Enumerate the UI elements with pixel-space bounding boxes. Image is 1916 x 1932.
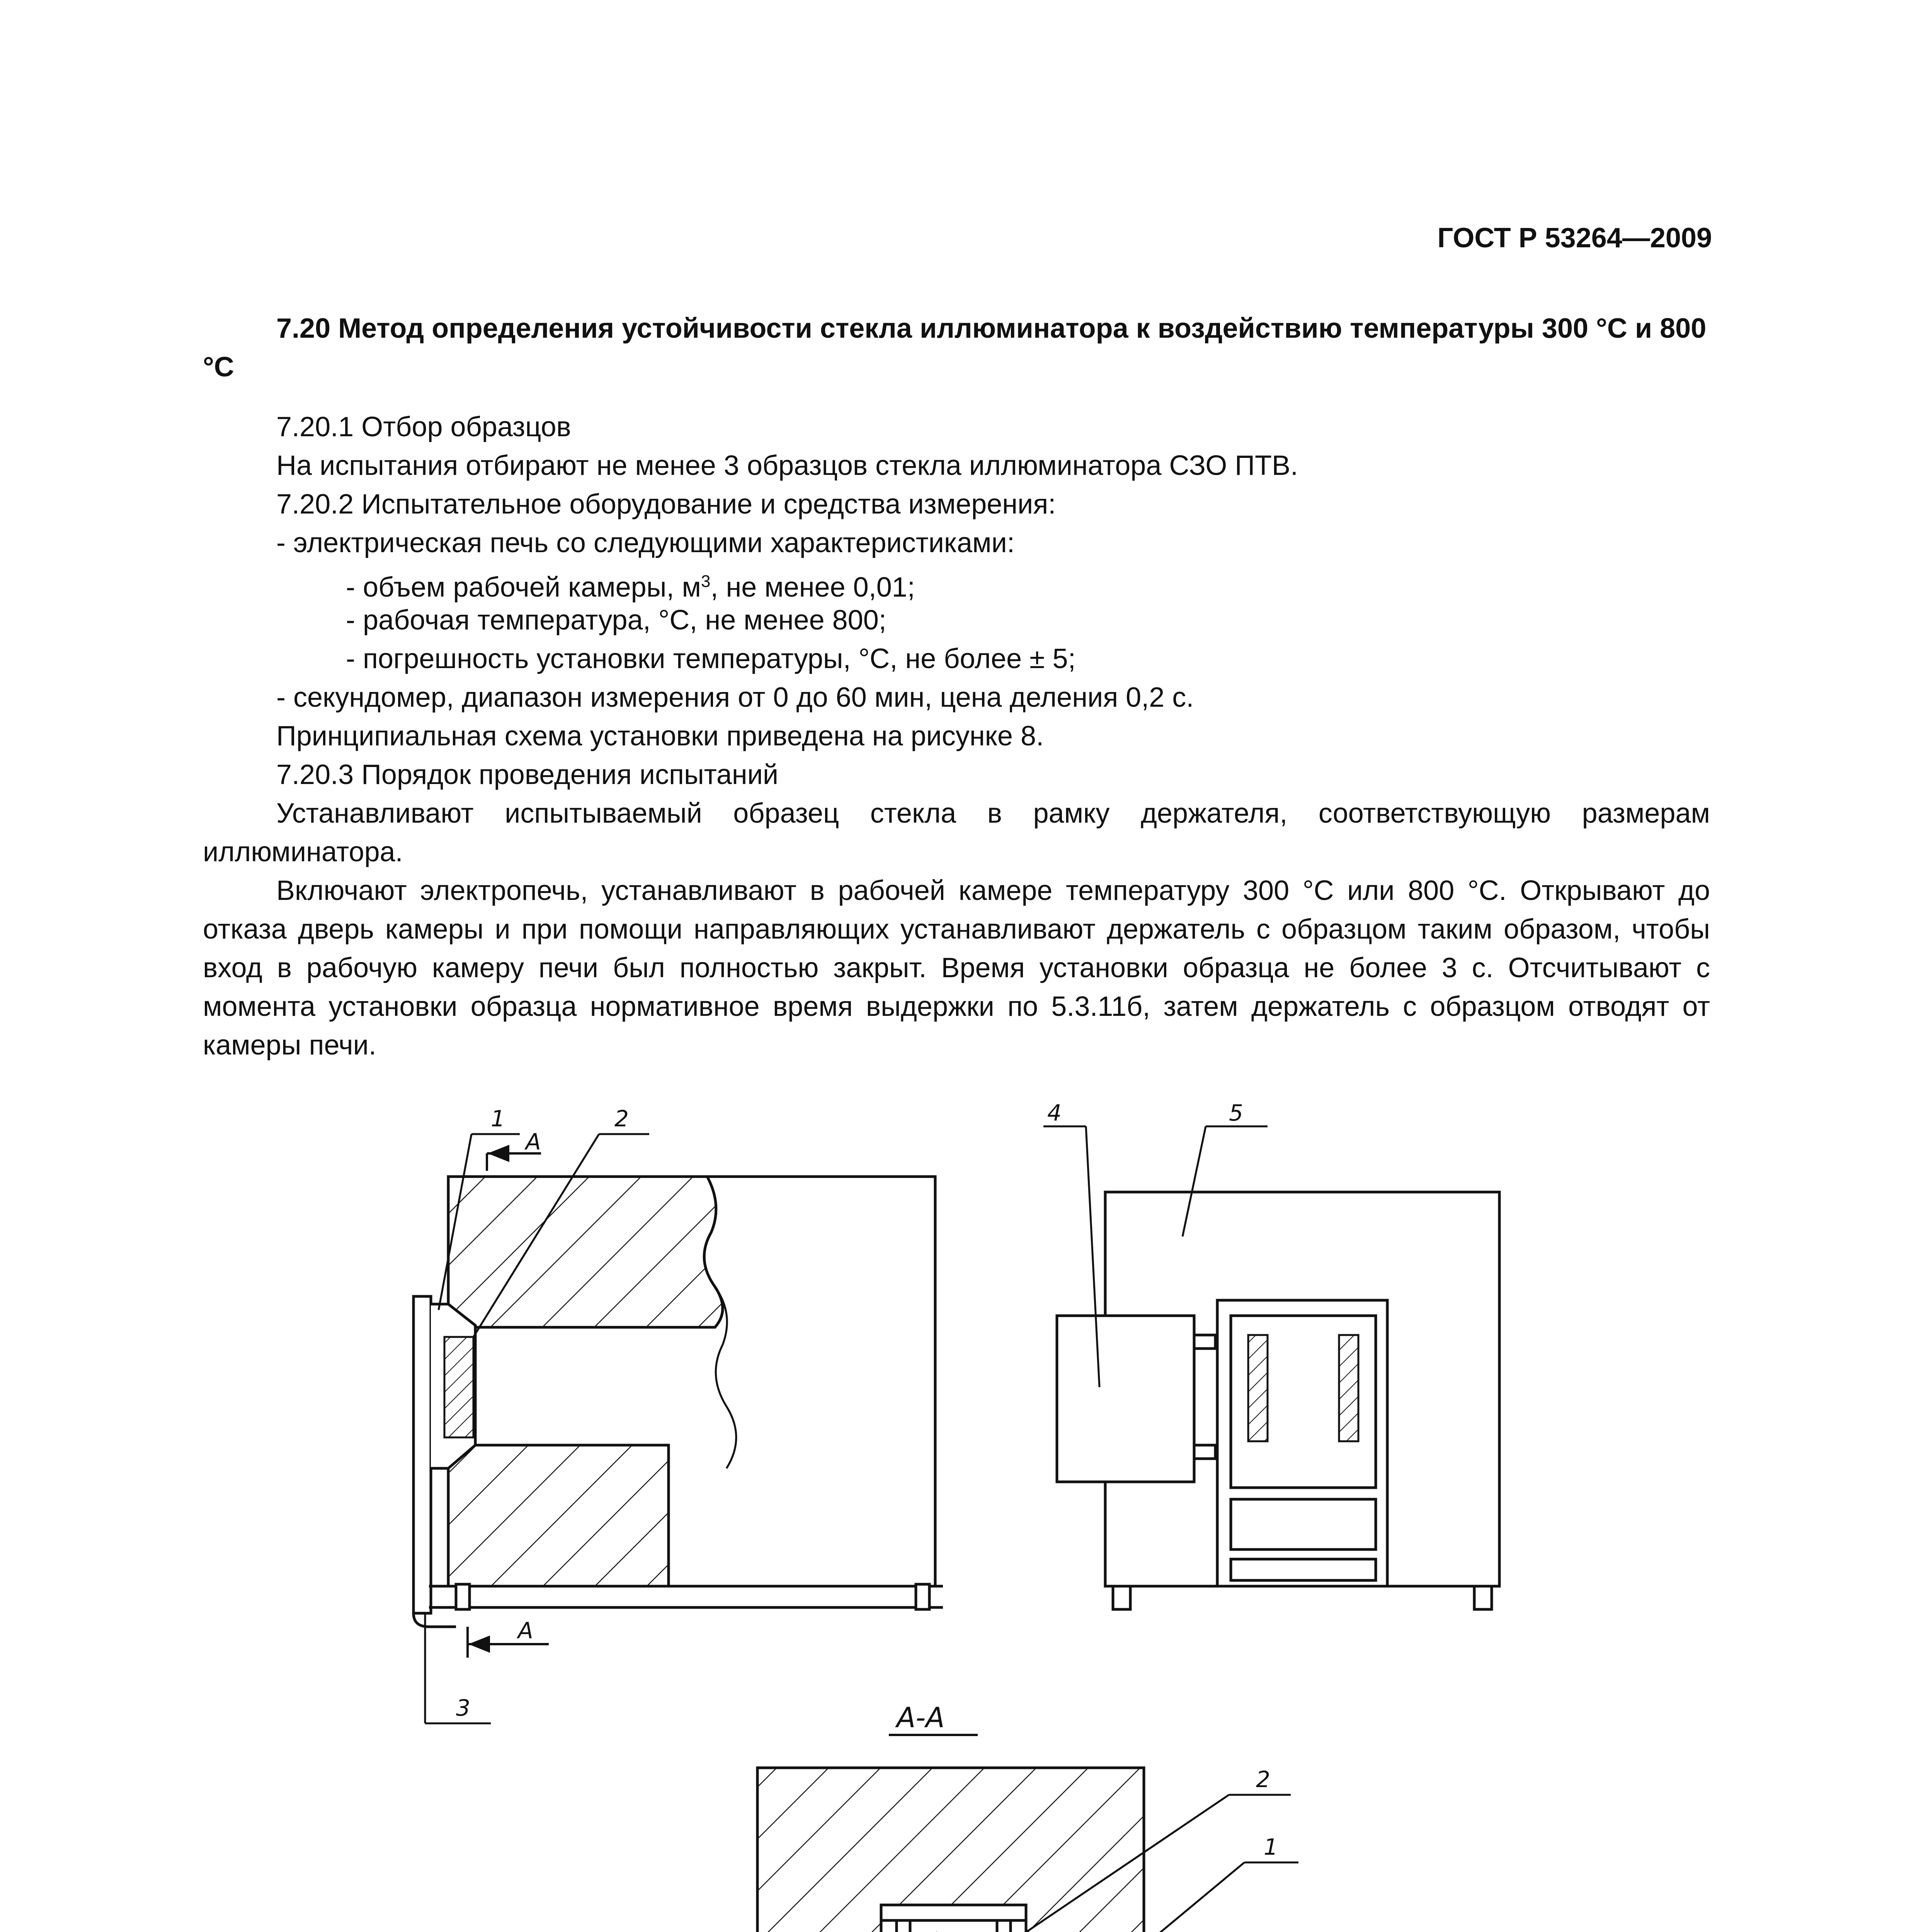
sampling-text: На испытания отбирают не менее 3 образцов стекла иллюминатора СЗО ПТВ. bbox=[276, 450, 1298, 481]
furnace-accuracy: - погрешность установки температуры, °С, не более ± 5; bbox=[346, 643, 1076, 674]
callout-1: 1 bbox=[491, 1105, 505, 1132]
scheme-reference: Принципиальная схема установки приведена на рисунке 8. bbox=[276, 721, 1044, 752]
furnace-temperature: - рабочая температура, °С, не менее 800; bbox=[346, 605, 887, 636]
callout-3: 3 bbox=[456, 1695, 470, 1721]
procedure-paragraph-1: Устанавливают испытываемый образец стекла в рамку держателя, соответствующую размерам иллюминатора. bbox=[203, 798, 1710, 867]
callout-2: 2 bbox=[614, 1105, 629, 1132]
section-mark-bottom: А bbox=[518, 1617, 533, 1644]
furnace-side-section bbox=[413, 1177, 943, 1627]
callout-aa-1: 1 bbox=[1264, 1834, 1278, 1860]
equipment-stopwatch: - секундомер, диапазон измерения от 0 до 60 мин, цена деления 0,2 с. bbox=[276, 682, 1194, 713]
subsection-procedure: 7.20.3 Порядок проведения испытаний bbox=[276, 759, 779, 790]
subsection-sampling: 7.20.1 Отбор образцов bbox=[276, 412, 571, 442]
procedure-paragraph-2: Включают электропечь, устанавливают в рабочей камере температуру 300 °С или 800 °С. Открывают до отказа дверь камеры и при помощи направляющих устанавливают держатель с образцом таким образом, чтобы вход в рабочую камеру печи был полностью закрыт. Время установки образца не более 3 с. Отсчитывают с момента установки образца нормативное время выдержки по 5.3.11б, затем держатель с образцом отводят от камеры печи. bbox=[203, 875, 1710, 1061]
furnace-volume-text: - объем рабочей камеры, м bbox=[346, 572, 701, 603]
furnace-volume-value: , не менее 0,01; bbox=[710, 572, 915, 603]
furnace-front-view bbox=[1057, 1192, 1499, 1609]
callout-5: 5 bbox=[1229, 1100, 1243, 1126]
callout-4: 4 bbox=[1047, 1100, 1062, 1126]
document-header: ГОСТ Р 53264—2009 bbox=[1437, 223, 1712, 253]
volume-unit-exponent: 3 bbox=[701, 572, 711, 591]
equipment-furnace: - электрическая печь со следующими характеристиками: bbox=[276, 527, 1015, 558]
section-title: 7.20 Метод определения устойчивости стекла иллюминатора к воздействию температуры 300 °С и 800 °С bbox=[203, 313, 1707, 383]
subsection-equipment: 7.20.2 Испытательное оборудование и средства измерения: bbox=[276, 489, 1056, 520]
section-mark-top: А bbox=[526, 1129, 541, 1155]
callout-aa-2: 2 bbox=[1256, 1766, 1270, 1793]
section-title-aa: А-А bbox=[897, 1701, 945, 1734]
section-aa-view bbox=[757, 1768, 1144, 1932]
